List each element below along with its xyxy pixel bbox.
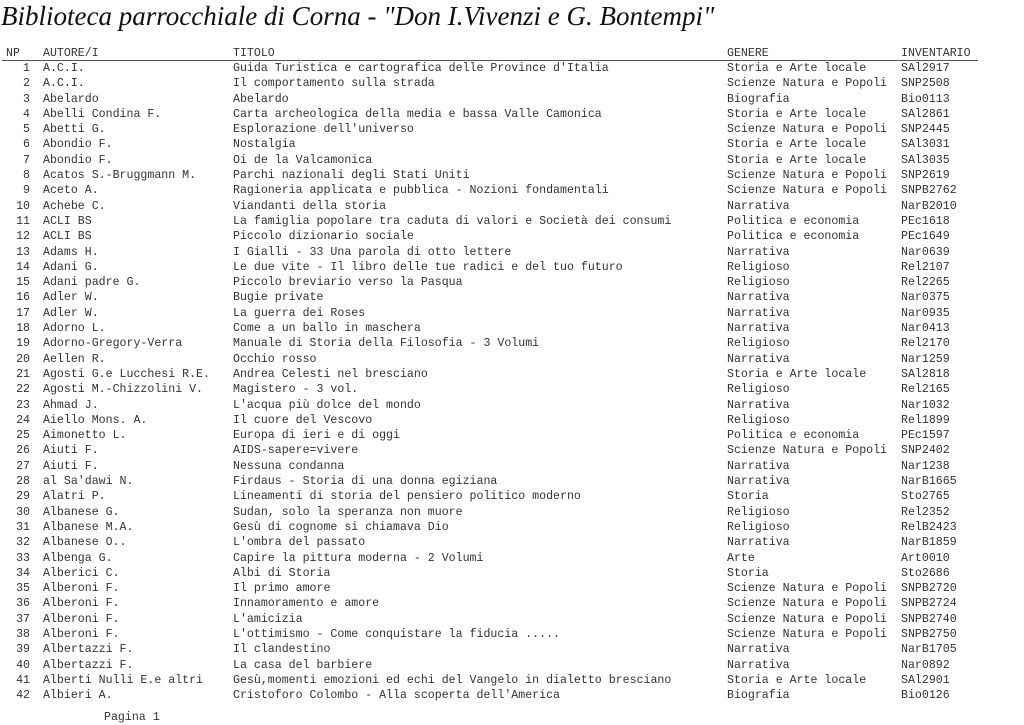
cell-titolo: La famiglia popolare tra caduta di valori e Società dei consumi	[233, 214, 672, 228]
table-row	[0, 505, 1024, 520]
table-row	[0, 153, 1024, 168]
cell-titolo: Parchi nazionali degli Stati Uniti	[233, 169, 470, 183]
cell-autore: Agosti G.e Lucchesi R.E.	[43, 367, 210, 381]
table-row	[0, 92, 1024, 107]
cell-autore: Adorno L.	[43, 322, 106, 336]
cell-inventario: SAl2917	[901, 62, 950, 75]
cell-titolo: L'ombra del passato	[233, 536, 366, 550]
cell-inventario: Nar1032	[901, 398, 950, 412]
cell-inventario: Art0010	[901, 551, 950, 565]
table-row	[0, 566, 1024, 581]
cell-np: 2	[23, 77, 30, 91]
header-np: NP	[6, 47, 20, 60]
cell-titolo: Cristoforo Colombo - Alla scoperta dell'America	[233, 689, 560, 703]
cell-autore: Alberoni F.	[43, 612, 120, 626]
cell-genere: Biografia	[727, 92, 790, 106]
cell-inventario: RelB2423	[901, 520, 957, 534]
table-row	[0, 398, 1024, 413]
cell-autore: Aellen R.	[43, 352, 106, 366]
cell-titolo: Magistero - 3 vol.	[233, 383, 359, 397]
cell-genere: Scienze Natura e Popoli	[727, 169, 888, 183]
table-row	[0, 459, 1024, 474]
cell-titolo: Gesù,momenti emozioni ed echi del Vangelo in dialetto bresciano	[233, 673, 672, 687]
cell-autore: ACLI BS	[43, 230, 92, 244]
cell-autore: A.C.I.	[43, 77, 85, 91]
cell-inventario: NarB1859	[901, 536, 957, 550]
table-row	[0, 168, 1024, 183]
cell-autore: Adams H.	[43, 245, 99, 259]
catalog-table	[0, 46, 1024, 703]
cell-titolo: Occhio rosso	[233, 352, 317, 366]
cell-genere: Religioso	[727, 260, 790, 274]
cell-inventario: SNPB2724	[901, 597, 957, 611]
cell-inventario: Nar0639	[901, 245, 950, 259]
cell-np: 13	[16, 245, 30, 259]
cell-np: 27	[16, 459, 30, 473]
table-row	[0, 275, 1024, 290]
cell-titolo: I Gialli - 33 Una parola di otto lettere	[233, 245, 512, 259]
cell-inventario: Rel2265	[901, 276, 950, 290]
cell-np: 20	[16, 352, 30, 366]
table-row	[0, 321, 1024, 336]
cell-np: 26	[16, 444, 30, 458]
document-title: Biblioteca parrocchiale di Corna - "Don I.Vivenzi e G. Bontempi"	[1, 1, 715, 31]
cell-np: 9	[23, 184, 30, 198]
cell-autore: Aiuti F.	[43, 459, 99, 473]
cell-autore: Aceto A.	[43, 184, 99, 198]
cell-inventario: Rel2165	[901, 383, 950, 397]
cell-np: 33	[16, 551, 30, 565]
cell-autore: Adler W.	[43, 306, 99, 320]
cell-titolo: Il cuore del Vescovo	[233, 413, 373, 427]
cell-np: 34	[16, 566, 30, 580]
cell-inventario: Rel2352	[901, 505, 950, 519]
cell-np: 37	[16, 612, 30, 626]
cell-genere: Narrativa	[727, 398, 790, 412]
cell-inventario: Sto2686	[901, 566, 950, 580]
cell-genere: Scienze Natura e Popoli	[727, 444, 888, 458]
table-row	[0, 443, 1024, 458]
cell-genere: Storia e Arte locale	[727, 673, 867, 687]
cell-titolo: Albi di Storia	[233, 566, 331, 580]
table-row	[0, 627, 1024, 642]
cell-autore: Albanese O..	[43, 536, 127, 550]
table-row	[0, 489, 1024, 504]
cell-inventario: PEc1649	[901, 230, 950, 244]
cell-titolo: Esplorazione dell'universo	[233, 123, 414, 137]
cell-autore: Adani G.	[43, 260, 99, 274]
cell-genere: Narrativa	[727, 322, 790, 336]
cell-autore: Adorno-Gregory-Verra	[43, 337, 183, 351]
cell-autore: Albertazzi F.	[43, 658, 134, 672]
table-row	[0, 474, 1024, 489]
cell-titolo: Sudan, solo la speranza non muore	[233, 505, 463, 519]
cell-autore: Acatos S.-Bruggmann M.	[43, 169, 197, 183]
cell-genere: Narrativa	[727, 459, 790, 473]
cell-titolo: Il primo amore	[233, 582, 331, 596]
cell-titolo: Manuale di Storia della Filosofia - 3 Volumi	[233, 337, 540, 351]
cell-autore: Agosti M.-Chizzolini V.	[43, 383, 204, 397]
cell-inventario: Rel2107	[901, 260, 950, 274]
cell-titolo: Le due vite - Il libro delle tue radici e del tuo futuro	[233, 260, 623, 274]
table-row	[0, 122, 1024, 137]
cell-titolo: Abelardo	[233, 92, 289, 106]
cell-np: 38	[16, 627, 30, 641]
cell-np: 29	[16, 490, 30, 504]
cell-np: 10	[16, 199, 30, 213]
cell-autore: Alberoni F.	[43, 597, 120, 611]
cell-genere: Religioso	[727, 337, 790, 351]
table-row	[0, 596, 1024, 611]
cell-inventario: SNP2402	[901, 444, 950, 458]
cell-genere: Storia e Arte locale	[727, 62, 867, 75]
cell-genere: Storia e Arte locale	[727, 138, 867, 152]
cell-np: 12	[16, 230, 30, 244]
table-row	[0, 76, 1024, 91]
cell-inventario: SNPB2750	[901, 627, 957, 641]
cell-titolo: Firdaus - Storia di una donna egiziana	[233, 475, 498, 489]
cell-genere: Scienze Natura e Popoli	[727, 77, 888, 91]
cell-genere: Narrativa	[727, 643, 790, 657]
cell-genere: Scienze Natura e Popoli	[727, 597, 888, 611]
cell-inventario: Rel1899	[901, 413, 950, 427]
cell-inventario: Bio0113	[901, 92, 950, 106]
cell-titolo: L'ottimismo - Come conquistare la fiducia .....	[233, 627, 560, 641]
cell-autore: Albenga G.	[43, 551, 113, 565]
table-row	[0, 688, 1024, 703]
cell-titolo: Nostalgia	[233, 138, 296, 152]
cell-genere: Narrativa	[727, 475, 790, 489]
table-row	[0, 352, 1024, 367]
cell-inventario: Rel2170	[901, 337, 950, 351]
cell-genere: Politica e economia	[727, 230, 860, 244]
cell-autore: Albertazzi F.	[43, 643, 134, 657]
header-genere: GENERE	[727, 47, 769, 60]
cell-genere: Scienze Natura e Popoli	[727, 627, 888, 641]
cell-titolo: Carta archeologica della media e bassa Valle Camonica	[233, 107, 602, 121]
cell-autore: Abelli Condina F.	[43, 107, 162, 121]
cell-inventario: Nar0375	[901, 291, 950, 305]
table-body	[0, 61, 1024, 703]
cell-genere: Narrativa	[727, 536, 790, 550]
table-row	[0, 137, 1024, 152]
cell-inventario: SAl2818	[901, 367, 950, 381]
cell-titolo: Piccolo breviario verso la Pasqua	[233, 276, 463, 290]
cell-titolo: Andrea Celesti nel bresciano	[233, 367, 428, 381]
cell-genere: Storia	[727, 566, 769, 580]
cell-np: 15	[16, 276, 30, 290]
cell-genere: Biografia	[727, 689, 790, 703]
cell-np: 14	[16, 260, 30, 274]
cell-titolo: Europa di ieri e di oggi	[233, 429, 400, 443]
cell-inventario: SAl3031	[901, 138, 950, 152]
cell-np: 21	[16, 367, 30, 381]
cell-genere: Politica e economia	[727, 429, 860, 443]
cell-np: 32	[16, 536, 30, 550]
cell-np: 31	[16, 520, 30, 534]
cell-np: 40	[16, 658, 30, 672]
cell-np: 24	[16, 413, 30, 427]
cell-autore: Abelardo	[43, 92, 99, 106]
table-row	[0, 612, 1024, 627]
table-row	[0, 183, 1024, 198]
cell-genere: Scienze Natura e Popoli	[727, 123, 888, 137]
cell-genere: Scienze Natura e Popoli	[727, 184, 888, 198]
cell-inventario: SNPB2720	[901, 582, 957, 596]
table-row	[0, 535, 1024, 550]
table-row	[0, 107, 1024, 122]
cell-np: 41	[16, 673, 30, 687]
table-row	[0, 214, 1024, 229]
cell-np: 39	[16, 643, 30, 657]
table-row	[0, 260, 1024, 275]
cell-genere: Storia	[727, 490, 769, 504]
table-row	[0, 382, 1024, 397]
cell-genere: Narrativa	[727, 306, 790, 320]
cell-titolo: Viandanti della storia	[233, 199, 387, 213]
cell-autore: Abondio F.	[43, 138, 113, 152]
cell-autore: Aiuti F.	[43, 444, 99, 458]
cell-np: 5	[23, 123, 30, 137]
cell-np: 22	[16, 383, 30, 397]
table-row	[0, 229, 1024, 244]
cell-autore: Adler W.	[43, 291, 99, 305]
cell-np: 17	[16, 306, 30, 320]
cell-inventario: SAl2861	[901, 107, 950, 121]
cell-genere: Religioso	[727, 383, 790, 397]
cell-np: 42	[16, 689, 30, 703]
cell-titolo: Gesù di cognome si chiamava Dio	[233, 520, 449, 534]
cell-autore: Albanese M.A.	[43, 520, 134, 534]
cell-titolo: Oi de la Valcamonica	[233, 153, 373, 167]
table-row	[0, 336, 1024, 351]
table-row	[0, 306, 1024, 321]
cell-inventario: SNPB2740	[901, 612, 957, 626]
cell-autore: Abondio F.	[43, 153, 113, 167]
cell-titolo: Come a un ballo in maschera	[233, 322, 421, 336]
cell-inventario: Nar1259	[901, 352, 950, 366]
cell-titolo: Piccolo dizionario sociale	[233, 230, 414, 244]
cell-np: 35	[16, 582, 30, 596]
cell-np: 28	[16, 475, 30, 489]
cell-titolo: L'amicizia	[233, 612, 303, 626]
cell-inventario: Sto2765	[901, 490, 950, 504]
cell-np: 8	[23, 169, 30, 183]
cell-autore: A.C.I.	[43, 62, 85, 75]
table-header	[0, 46, 1024, 61]
cell-np: 19	[16, 337, 30, 351]
cell-titolo: La guerra dei Roses	[233, 306, 366, 320]
cell-np: 18	[16, 322, 30, 336]
cell-autore: Alberici C.	[43, 566, 120, 580]
cell-np: 4	[23, 107, 30, 121]
cell-inventario: PEc1618	[901, 214, 950, 228]
table-row	[0, 245, 1024, 260]
cell-inventario: SNP2508	[901, 77, 950, 91]
table-row	[0, 61, 1024, 76]
cell-np: 6	[23, 138, 30, 152]
cell-np: 11	[16, 214, 30, 228]
cell-genere: Arte	[727, 551, 755, 565]
cell-np: 1	[23, 62, 30, 75]
cell-autore: Ahmad J.	[43, 398, 99, 412]
cell-inventario: Nar1238	[901, 459, 950, 473]
cell-inventario: Nar0935	[901, 306, 950, 320]
cell-genere: Scienze Natura e Popoli	[727, 612, 888, 626]
cell-inventario: SNPB2762	[901, 184, 957, 198]
cell-np: 16	[16, 291, 30, 305]
cell-genere: Narrativa	[727, 658, 790, 672]
cell-genere: Narrativa	[727, 291, 790, 305]
table-row	[0, 428, 1024, 443]
cell-titolo: Il comportamento sulla strada	[233, 77, 435, 91]
cell-np: 30	[16, 505, 30, 519]
header-titolo: TITOLO	[233, 47, 275, 60]
table-row	[0, 658, 1024, 673]
cell-autore: al Sa'dawi N.	[43, 475, 134, 489]
cell-inventario: Nar0892	[901, 658, 950, 672]
cell-inventario: SNP2445	[901, 123, 950, 137]
cell-titolo: Guida Turistica e cartografica delle Province d'Italia	[233, 62, 609, 75]
cell-titolo: Lineamenti di storia del pensiero politico moderno	[233, 490, 581, 504]
cell-autore: Alberoni F.	[43, 627, 120, 641]
cell-genere: Politica e economia	[727, 214, 860, 228]
cell-autore: Alatri P.	[43, 490, 106, 504]
cell-inventario: NarB1665	[901, 475, 957, 489]
cell-np: 25	[16, 429, 30, 443]
cell-titolo: Nessuna condanna	[233, 459, 345, 473]
cell-titolo: La casa del barbiere	[233, 658, 373, 672]
page-footer: Pagina 1	[104, 711, 160, 724]
cell-genere: Storia e Arte locale	[727, 367, 867, 381]
cell-autore: Achebe C.	[43, 199, 106, 213]
cell-genere: Narrativa	[727, 199, 790, 213]
header-autore: AUTORE/I	[43, 47, 99, 60]
cell-autore: Albieri A.	[43, 689, 113, 703]
table-row	[0, 551, 1024, 566]
cell-autore: Alberoni F.	[43, 582, 120, 596]
cell-genere: Religioso	[727, 505, 790, 519]
cell-autore: Albanese G.	[43, 505, 120, 519]
cell-inventario: NarB2010	[901, 199, 957, 213]
cell-genere: Religioso	[727, 413, 790, 427]
cell-titolo: Bugie private	[233, 291, 324, 305]
cell-titolo: AIDS-sapere=vivere	[233, 444, 359, 458]
cell-genere: Storia e Arte locale	[727, 107, 867, 121]
cell-inventario: PEc1597	[901, 429, 950, 443]
cell-autore: Aimonetto L.	[43, 429, 127, 443]
cell-genere: Religioso	[727, 520, 790, 534]
cell-np: 7	[23, 153, 30, 167]
table-row	[0, 367, 1024, 382]
cell-np: 3	[23, 92, 30, 106]
table-row	[0, 199, 1024, 214]
cell-titolo: Il clandestino	[233, 643, 331, 657]
cell-genere: Narrativa	[727, 352, 790, 366]
cell-autore: Alberti Nulli E.e altri	[43, 673, 204, 687]
cell-genere: Storia e Arte locale	[727, 153, 867, 167]
cell-autore: ACLI BS	[43, 214, 92, 228]
table-row	[0, 581, 1024, 596]
cell-np: 36	[16, 597, 30, 611]
header-inventario: INVENTARIO	[901, 47, 971, 60]
cell-inventario: SAl3035	[901, 153, 950, 167]
cell-genere: Scienze Natura e Popoli	[727, 582, 888, 596]
cell-titolo: Ragioneria applicata e pubblica - Nozioni fondamentali	[233, 184, 609, 198]
cell-titolo: L'acqua più dolce del mondo	[233, 398, 421, 412]
cell-autore: Adani padre G.	[43, 276, 141, 290]
table-row	[0, 673, 1024, 688]
cell-titolo: Capire la pittura moderna - 2 Volumi	[233, 551, 484, 565]
cell-genere: Religioso	[727, 276, 790, 290]
cell-inventario: SNP2619	[901, 169, 950, 183]
cell-inventario: SAl2901	[901, 673, 950, 687]
cell-autore: Abetti G.	[43, 123, 106, 137]
cell-genere: Narrativa	[727, 245, 790, 259]
table-row	[0, 413, 1024, 428]
cell-inventario: NarB1705	[901, 643, 957, 657]
table-row	[0, 642, 1024, 657]
cell-inventario: Nar0413	[901, 322, 950, 336]
cell-titolo: Innamoramento e amore	[233, 597, 380, 611]
cell-autore: Aiello Mons. A.	[43, 413, 148, 427]
cell-np: 23	[16, 398, 30, 412]
table-row	[0, 520, 1024, 535]
table-row	[0, 290, 1024, 305]
cell-inventario: Bio0126	[901, 689, 950, 703]
